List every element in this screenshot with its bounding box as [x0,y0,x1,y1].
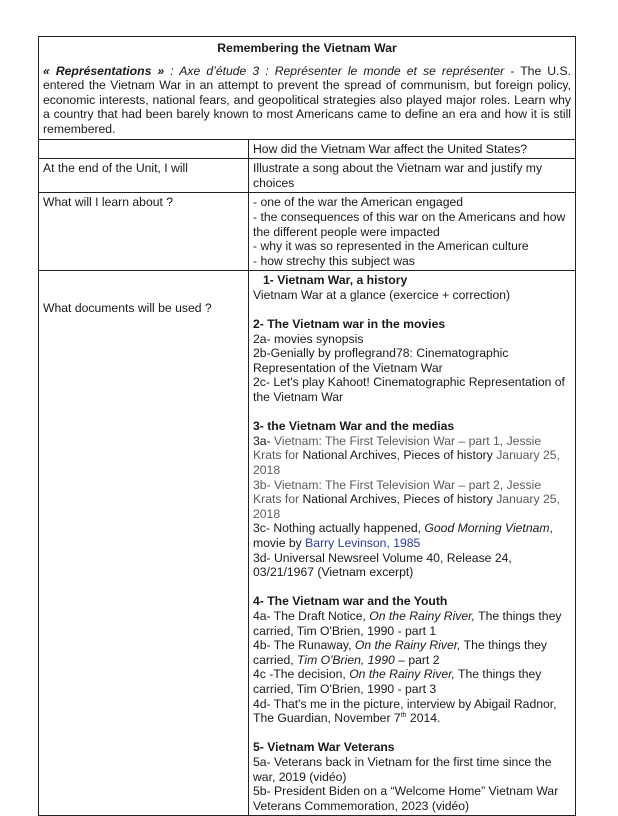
documents-list [249,271,576,816]
doc-item-4c-rest: The things they carried, Tim O'Brien, 1990 - part 3 [253,667,542,696]
question-row [39,139,576,159]
doc-item-4a-text: 4a- The Draft Notice, [253,608,370,623]
section-2-title: 2- The Vietnam war in the movies [253,317,446,332]
doc-item-3b-source: National Archives, Pieces of history [302,492,493,507]
doc-item-4a [253,609,571,638]
doc-item-3a-title: Vietnam: The First Television War – part 1, Jessie Krats for [253,433,542,463]
title-cell [39,37,576,140]
doc-item-2b: 2b-Genially by proflegrand78: Cinematographic Representation of the Vietnam War [253,346,509,375]
doc-item-2c: 2c- Let's play Kahoot! Cinematographic Representation of the Vietnam War [253,375,565,405]
doc-item-3c [253,521,571,550]
doc-item-4b [253,638,571,667]
intro-lead: « Représentations » [43,63,165,78]
learn-row [39,193,576,271]
document-title: Remembering the Vietnam War [217,41,397,55]
doc-item-4b-author: Tim O'Brien, 1990 [297,652,395,667]
title-row [39,37,576,140]
doc-item-4b-part: – part 2 [394,652,440,667]
end-of-unit-row [39,159,576,193]
barry-levinson-link[interactable]: Barry Levinson, 1985 [305,536,421,550]
learn-list [249,193,576,271]
doc-item-5b: 5b- President Biden on a “Welcome Home” Vietnam War Veterans Commemoration, 2023 (vidéo) [253,784,559,813]
doc-item-3b-title: 3b- Vietnam: The First Television War – part 2, Jessie Krats for [253,477,542,507]
end-of-unit-label: At the end of the Unit, I will [39,159,249,193]
doc-item-3a-source: National Archives, Pieces of history [302,448,493,463]
doc-item-3a-label: 3a- [253,433,271,448]
section-3-title: 3- the Vietnam War and the medias [253,419,455,434]
doc-item-3a-date: January 25, 2018 [253,448,560,478]
documents-row [39,271,576,816]
learn-item: - why it was so represented in the American culture [253,239,529,254]
section-1-title: 1- Vietnam War, a history [263,273,408,288]
doc-item-3b-date: January 25, 2018 [253,492,560,521]
learn-item: - one of the war the American engaged [253,195,464,210]
doc-item-4b-book: The things they carried, [253,638,548,667]
doc-item-4d-year: 2014. [406,711,441,726]
doc-item-4a-rest: The things they carried, Tim O'Brien, 1990 - part 1 [253,608,562,638]
section-5-title: 5- Vietnam War Veterans [253,740,395,755]
doc-item-3a [253,434,571,478]
doc-item-4b-story: On the Rainy River, [354,638,461,653]
lesson-plan-table [38,36,576,816]
doc-item-4d [253,697,571,726]
intro-axis: : Axe d’étude 3 : Représenter le monde et se représenter [164,63,505,78]
end-of-unit-value: Illustrate a song about the Vietnam war and justify my choices [249,159,576,193]
documents-label: What documents will be used ? [39,271,249,816]
intro-text: - The U.S. entered the Vietnam War in an attempt to prevent the spread of communism, but foreign policy, economic interests, national fears, and geopolitical strategies also played major roles. Learn why a country that had been barely known to most Americans came to define an era and how it is still remembered. [43,63,572,136]
doc-item-3d: 3d- Universal Newsreel Volume 40, Release 24, 03/21/1967 (Vietnam excerpt) [253,550,512,580]
learn-item: - how strechy this subject was [253,253,415,268]
doc-item-4c [253,667,571,696]
doc-item-4d-text: 4d- That's me in the picture, interview by Abigail Radnor, The Guardian, November 7 [253,696,557,726]
question-row-label [39,139,249,159]
doc-item-3c-movie-title: Good Morning Vietnam [424,521,550,536]
learn-item: - the consequences of this war on the Americans and how the different people were impacted [253,209,566,239]
doc-item-3c-by: , movie by [253,521,553,550]
doc-item-3b [253,478,571,522]
doc-item-4d-ordinal: th [400,712,407,720]
doc-item-1: Vietnam War at a glance (exercice + correction) [253,287,511,302]
question-row-value: How did the Vietnam War affect the United States? [249,139,576,159]
doc-item-4c-text: 4c -The decision, [253,667,350,682]
doc-item-3c-text: 3c- Nothing actually happened, [253,521,425,536]
doc-item-2a: 2a- movies synopsis [253,331,364,346]
intro-paragraph [43,64,571,137]
doc-item-4c-story: On the Rainy River, [349,667,455,682]
doc-item-5a: 5a- Veterans back in Vietnam for the first time since the war, 2019 (vidéo) [253,754,552,784]
section-4-title: 4- The Vietnam war and the Youth [253,594,448,609]
doc-item-4a-story: On the Rainy River, [369,608,475,623]
doc-item-4b-text: 4b- The Runaway, [253,638,355,653]
learn-label: What will I learn about ? [39,193,249,271]
